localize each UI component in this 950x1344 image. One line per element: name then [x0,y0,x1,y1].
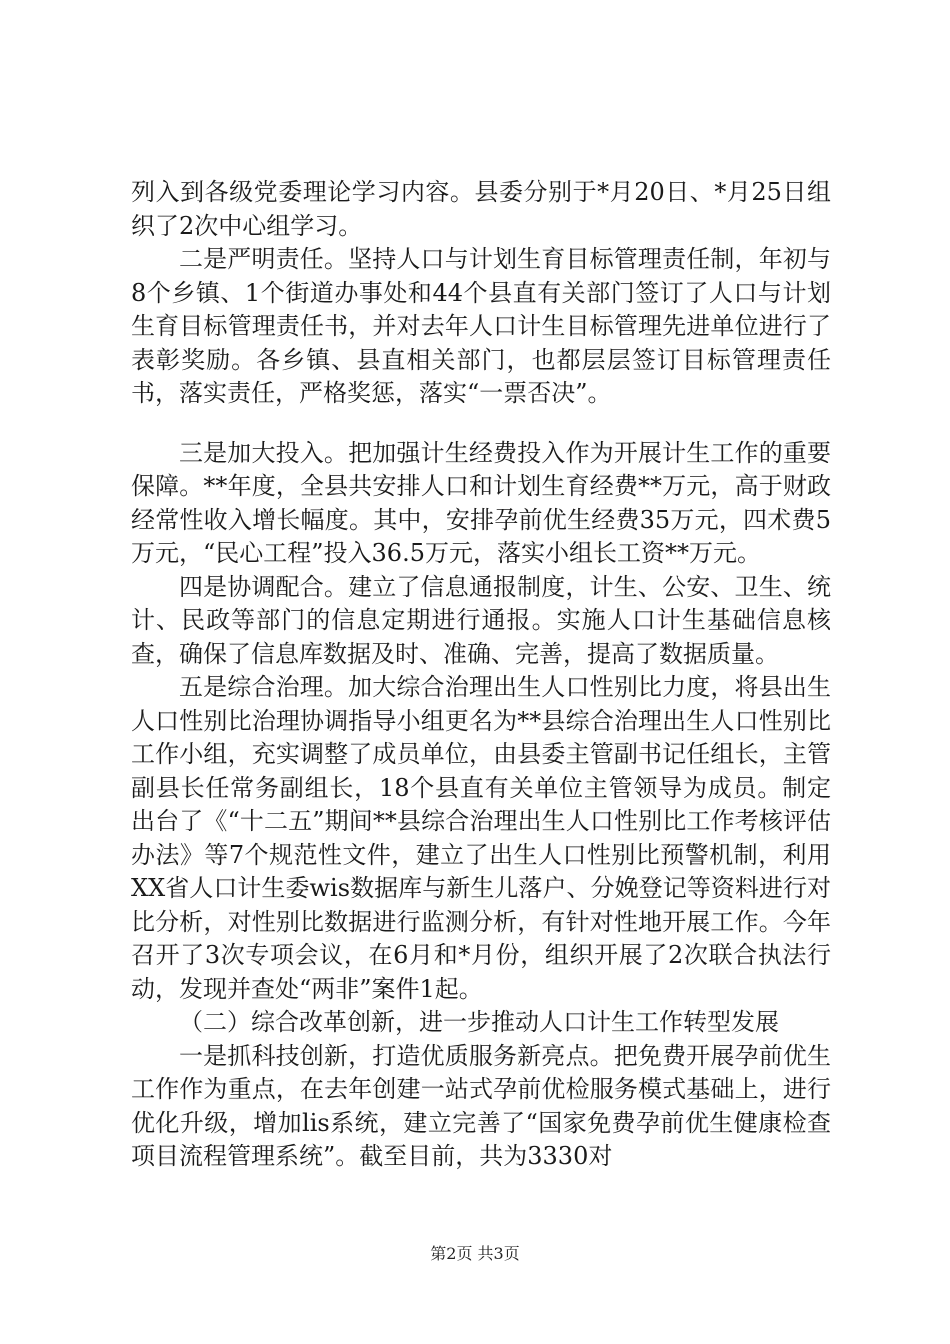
paragraph-coordination: 四是协调配合。建立了信息通报制度，计生、公安、卫生、统计、民政等部门的信息定期进行通报。实施人口计生基础信息核查，确保了信息库数据及时、准确、完善，提高了数据质量。 [131,572,831,668]
paragraph-investment: 三是加大投入。把加强计生经费投入作为开展计生工作的重要保障。**年度，全县共安排人口和计划生育经费**万元，高于财政经常性收入增长幅度。其中，安排孕前优生经费35万元，四术费5万元，“民心工程”投入36.5万元，落实小组长工资**万元。 [131,438,831,567]
paragraph-gap [131,411,831,437]
section-heading: （二）综合改革创新，进一步推动人口计生工作转型发展 [179,1008,779,1036]
paragraph-innovation: 一是抓科技创新，打造优质服务新亮点。把免费开展孕前优生工作作为重点，在去年创建一站式孕前优检服务模式基础上，进行优化升级，增加lis系统，建立完善了“国家免费孕前优生健康检查项目流程管理系统”。截至目前，共为3330对 [131,1041,831,1170]
document-body [131,176,831,1174]
page-number-footer: 第2页 共3页 [430,1244,520,1263]
paragraph-governance: 五是综合治理。加大综合治理出生人口性别比力度，将县出生人口性别比治理协调指导小组更名为**县综合治理出生人口性别比工作小组，充实调整了成员单位，由县委主管副书记任组长，主管副县长任常务副组长，18个县直有关单位主管领导为成员。制定出台了《“十二五”期间**县综合治理出生人口性别比工作考核评估办法》等7个规范性文件，建立了出生人口性别比预警机制，利用XX省人口计生委wis数据库与新生儿落户、分娩登记等资料进行对比分析，对性别比数据进行监测分析，有针对性地开展工作。今年召开了3次专项会议，在6月和*月份，组织开展了2次联合执法行动，发现并查处“两非”案件1起。 [131,673,831,1003]
paragraph-responsibility: 二是严明责任。坚持人口与计划生育目标管理责任制，年初与8个乡镇、1个街道办事处和44个县直有关部门签订了人口与计划生育目标管理责任书，并对去年人口计生目标管理先进单位进行了表彰奖励。各乡镇、县直相关部门，也都层层签订目标管理责任书，落实责任，严格奖惩，落实“一票否决”。 [131,245,831,407]
paragraph-continuation: 列入到各级党委理论学习内容。县委分别于*月20日、*月25日组织了2次中心组学习。 [131,178,831,240]
